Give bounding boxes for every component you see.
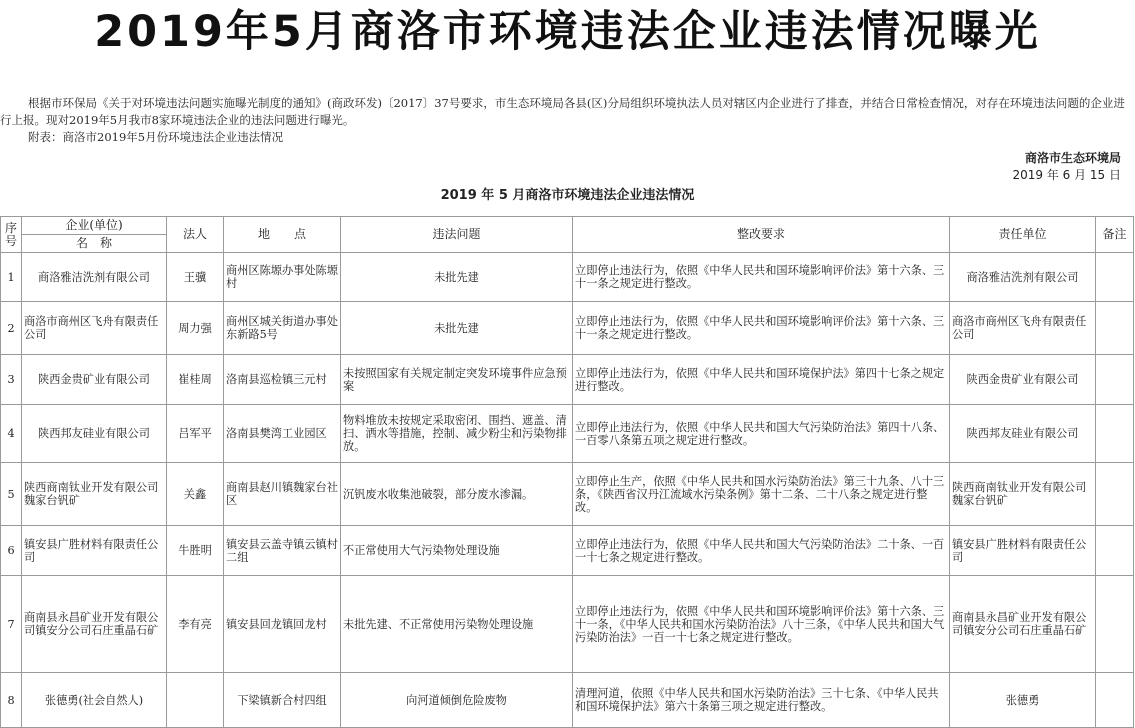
cell-company: 陕西邦友硅业有限公司 bbox=[22, 405, 167, 463]
cell-legal: 牛胜明 bbox=[167, 526, 224, 576]
table-row bbox=[1, 526, 1134, 576]
cell-legal: 周力强 bbox=[167, 302, 224, 355]
cell-remark bbox=[1096, 405, 1134, 463]
cell-remark bbox=[1096, 302, 1134, 355]
cell-remark bbox=[1096, 355, 1134, 405]
cell-location: 商南县赵川镇魏家台社区 bbox=[224, 463, 341, 526]
violations-table bbox=[0, 216, 1134, 728]
header-rectification: 整改要求 bbox=[573, 217, 950, 253]
table-row bbox=[1, 463, 1134, 526]
cell-rectification: 立即停止违法行为，依照《中华人民共和国环境影响评价法》第十六条、三十一条之规定进行整改。 bbox=[573, 302, 950, 355]
cell-violation: 物料堆放未按规定采取密闭、围挡、遮盖、清扫、洒水等措施，控制、减少粉尘和污染物排放。 bbox=[341, 405, 573, 463]
cell-violation: 未批先建 bbox=[341, 253, 573, 302]
cell-responsible: 商洛市商州区飞舟有限责任公司 bbox=[950, 302, 1096, 355]
cell-violation: 不正常使用大气污染物处理设施 bbox=[341, 526, 573, 576]
cell-violation: 未批先建、不正常使用污染物处理设施 bbox=[341, 576, 573, 673]
cell-legal: 王骥 bbox=[167, 253, 224, 302]
cell-rectification: 立即停止违法行为，依照《中华人民共和国环境影响评价法》第十六条、三十一条之规定进行整改。 bbox=[573, 253, 950, 302]
cell-responsible: 陕西金贵矿业有限公司 bbox=[950, 355, 1096, 405]
header-legal: 法人 bbox=[167, 217, 224, 253]
table-row bbox=[1, 253, 1134, 302]
signature-block bbox=[1012, 150, 1121, 184]
cell-location: 洛南县樊湾工业园区 bbox=[224, 405, 341, 463]
cell-violation: 向河道倾倒危险废物 bbox=[341, 673, 573, 728]
page-title: 2019年5月商洛市环境违法企业违法情况曝光 bbox=[94, 7, 1041, 57]
cell-company: 陕西金贵矿业有限公司 bbox=[22, 355, 167, 405]
cell-responsible: 陕西邦友硅业有限公司 bbox=[950, 405, 1096, 463]
cell-legal bbox=[167, 673, 224, 728]
cell-rectification: 立即停止生产，依照《中华人民共和国水污染防治法》第三十九条、八十三条，《陕西省汉丹江流域水污染条例》第十二条、二十八条之规定进行整改。 bbox=[573, 463, 950, 526]
cell-legal: 吕军平 bbox=[167, 405, 224, 463]
cell-remark bbox=[1096, 463, 1134, 526]
cell-company: 商南县永昌矿业开发有限公司镇安分公司石庄重晶石矿 bbox=[22, 576, 167, 673]
cell-violation: 未批先建 bbox=[341, 302, 573, 355]
cell-seq: 8 bbox=[1, 673, 22, 728]
header-responsible: 责任单位 bbox=[950, 217, 1096, 253]
cell-location: 商州区陈塬办事处陈塬村 bbox=[224, 253, 341, 302]
table-title: 2019 年 5 月商洛市环境违法企业违法情况 bbox=[440, 188, 695, 203]
header-location: 地 点 bbox=[224, 217, 341, 253]
cell-responsible: 陕西商南钛业开发有限公司魏家台钒矿 bbox=[950, 463, 1096, 526]
cell-location: 下梁镇新合村四组 bbox=[224, 673, 341, 728]
cell-seq: 4 bbox=[1, 405, 22, 463]
cell-company: 商洛雅洁洗剂有限公司 bbox=[22, 253, 167, 302]
issue-date: 2019 年 6 月 15 日 bbox=[1012, 168, 1121, 182]
header-remark: 备注 bbox=[1096, 217, 1134, 253]
cell-location: 镇安县回龙镇回龙村 bbox=[224, 576, 341, 673]
cell-seq: 3 bbox=[1, 355, 22, 405]
cell-remark bbox=[1096, 673, 1134, 728]
header-company-bottom: 名 称 bbox=[22, 235, 167, 253]
cell-responsible: 镇安县广胜材料有限责任公司 bbox=[950, 526, 1096, 576]
intro-text bbox=[0, 95, 1132, 146]
cell-company: 陕西商南钛业开发有限公司魏家台钒矿 bbox=[22, 463, 167, 526]
header-company-top: 企业(单位) bbox=[22, 217, 167, 235]
attachment-note: 附表：商洛市2019年5月份环境违法企业违法情况 bbox=[28, 130, 284, 144]
header-seq: 序号 bbox=[1, 217, 22, 253]
cell-violation: 沉钒废水收集池破裂，部分废水渗漏。 bbox=[341, 463, 573, 526]
header-violation: 违法问题 bbox=[341, 217, 573, 253]
intro-paragraph: 根据市环保局《关于对环境违法问题实施曝光制度的通知》(商政环发)〔2017〕37号要求，市生态环境局各县(区)分局组织环境执法人员对辖区内企业进行了排查，并结合日常检查情况，对存在环境违法问题的企业进行上报。现对2019年5月我市8家环境违法企业的违法问题进行曝光。 bbox=[0, 96, 1125, 127]
cell-violation: 未按照国家有关规定制定突发环境事件应急预案 bbox=[341, 355, 573, 405]
cell-seq: 5 bbox=[1, 463, 22, 526]
cell-seq: 6 bbox=[1, 526, 22, 576]
table-row bbox=[1, 302, 1134, 355]
issuing-organization: 商洛市生态环境局 bbox=[1024, 151, 1121, 165]
cell-legal: 李有亮 bbox=[167, 576, 224, 673]
cell-location: 镇安县云盖寺镇云镇村二组 bbox=[224, 526, 341, 576]
table-row bbox=[1, 576, 1134, 673]
cell-responsible: 张德勇 bbox=[950, 673, 1096, 728]
cell-seq: 2 bbox=[1, 302, 22, 355]
table-row bbox=[1, 355, 1134, 405]
cell-remark bbox=[1096, 526, 1134, 576]
cell-rectification: 立即停止违法行为，依照《中华人民共和国大气污染防治法》第四十八条、一百零八条第五项之规定进行整改。 bbox=[573, 405, 950, 463]
cell-responsible: 商洛雅洁洗剂有限公司 bbox=[950, 253, 1096, 302]
cell-seq: 7 bbox=[1, 576, 22, 673]
cell-company: 商洛市商州区飞舟有限责任公司 bbox=[22, 302, 167, 355]
cell-remark bbox=[1096, 253, 1134, 302]
cell-legal: 崔桂周 bbox=[167, 355, 224, 405]
cell-legal: 关鑫 bbox=[167, 463, 224, 526]
cell-rectification: 清理河道，依照《中华人民共和国水污染防治法》三十七条、《中华人民共和国环境保护法》第六十条第三项之规定进行整改。 bbox=[573, 673, 950, 728]
cell-company: 张德勇(社会自然人) bbox=[22, 673, 167, 728]
cell-rectification: 立即停止违法行为，依照《中华人民共和国环境保护法》第四十七条之规定进行整改。 bbox=[573, 355, 950, 405]
cell-remark bbox=[1096, 576, 1134, 673]
cell-responsible: 商南县永昌矿业开发有限公司镇安分公司石庄重晶石矿 bbox=[950, 576, 1096, 673]
cell-location: 商州区城关街道办事处东新路5号 bbox=[224, 302, 341, 355]
cell-rectification: 立即停止违法行为，依照《中华人民共和国环境影响评价法》第十六条、三十一条，《中华人民共和国水污染防治法》八十三条，《中华人民共和国大气污染防治法》一百一十七条之规定进行整改。 bbox=[573, 576, 950, 673]
cell-location: 洛南县巡检镇三元村 bbox=[224, 355, 341, 405]
table-row bbox=[1, 673, 1134, 728]
cell-company: 镇安县广胜材料有限责任公司 bbox=[22, 526, 167, 576]
cell-seq: 1 bbox=[1, 253, 22, 302]
cell-rectification: 立即停止违法行为，依照《中华人民共和国大气污染防治法》二十条、一百一十七条之规定进行整改。 bbox=[573, 526, 950, 576]
table-row bbox=[1, 405, 1134, 463]
